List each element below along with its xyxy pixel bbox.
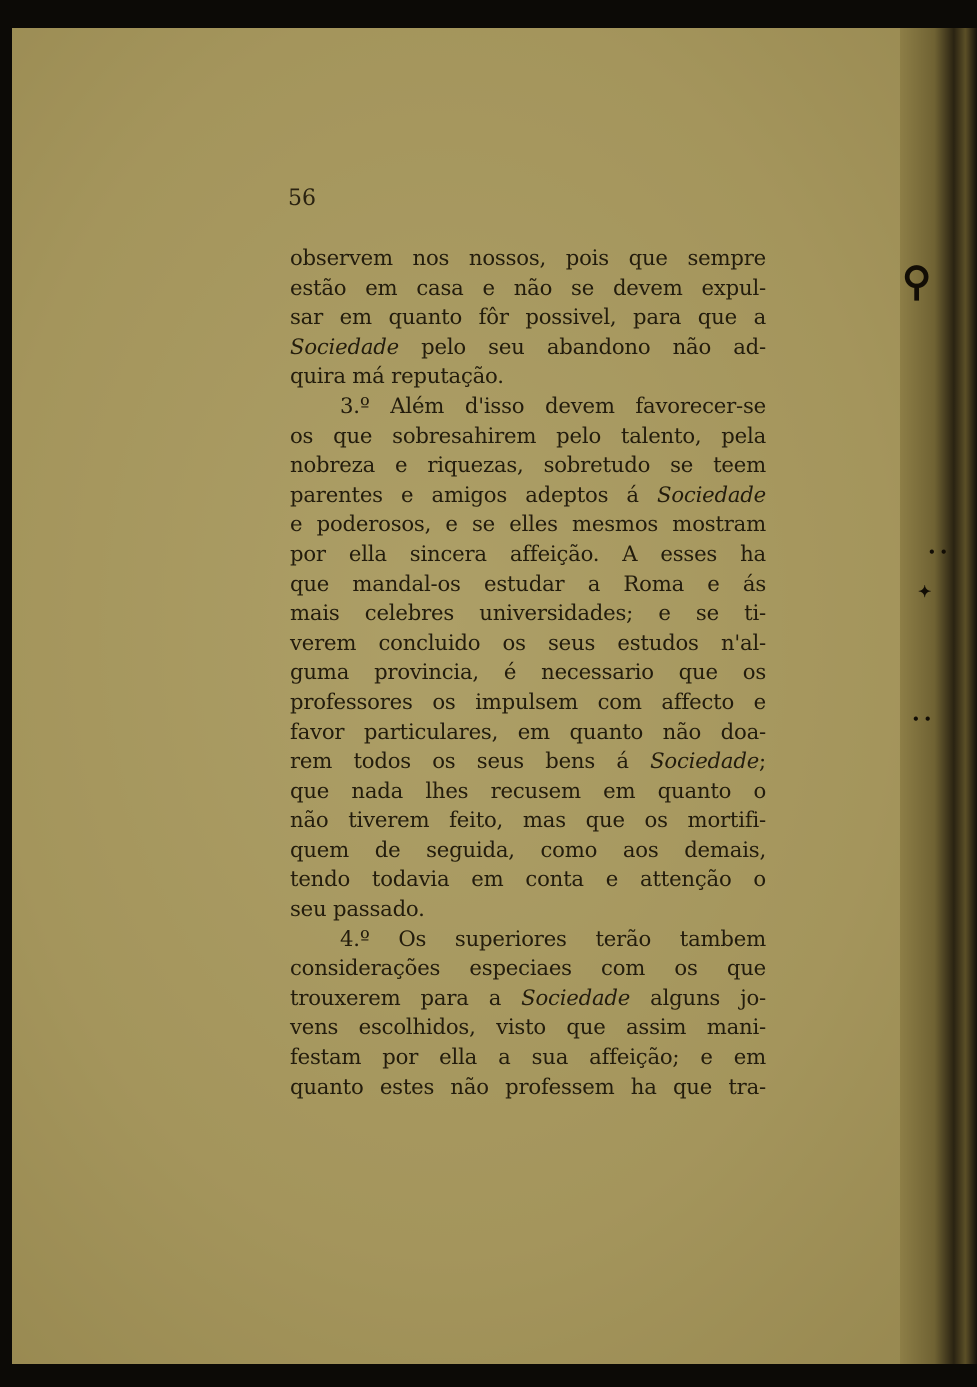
text-line bbox=[290, 1072, 766, 1102]
text-segment: os que sobresahirem pelo talento, pela bbox=[290, 422, 766, 448]
text-line bbox=[290, 953, 766, 983]
text-line bbox=[290, 924, 766, 954]
text-line bbox=[290, 421, 766, 451]
text-segment: parentes e amigos adeptos á bbox=[290, 481, 658, 507]
text-line bbox=[290, 391, 766, 421]
text-line bbox=[290, 569, 766, 599]
text-line bbox=[290, 864, 766, 894]
text-line bbox=[290, 746, 766, 776]
text-segment: seu passado. bbox=[290, 896, 425, 922]
text-segment: nobreza e riquezas, sobretudo se teem bbox=[290, 452, 766, 478]
text-segment: quem de seguida, como aos demais, bbox=[290, 836, 766, 862]
binding-ornament: • • bbox=[928, 545, 948, 559]
text-line bbox=[290, 1042, 766, 1072]
text-segment: quira má reputação. bbox=[290, 363, 504, 389]
text-segment: professores os impulsem com affecto e bbox=[290, 688, 766, 714]
text-line bbox=[290, 687, 766, 717]
text-line bbox=[290, 480, 766, 510]
text-line bbox=[290, 332, 766, 362]
text-segment: não tiverem feito, mas que os mortifi- bbox=[290, 807, 766, 833]
italic-text: Sociedade bbox=[521, 984, 631, 1010]
text-line bbox=[290, 894, 766, 924]
italic-text: Sociedade bbox=[657, 481, 766, 507]
text-line bbox=[290, 628, 766, 658]
text-line bbox=[290, 776, 766, 806]
text-segment: que mandal-os estudar a Roma e ás bbox=[290, 570, 766, 596]
text-segment: que nada lhes recusem em quanto o bbox=[290, 777, 766, 803]
book-binding-edge bbox=[900, 28, 977, 1364]
text-segment: tendo todavia em conta e attenção o bbox=[290, 866, 766, 892]
text-line bbox=[290, 805, 766, 835]
text-segment: e poderosos, e se elles mesmos mostram bbox=[290, 511, 766, 537]
text-line bbox=[290, 717, 766, 747]
italic-text: Sociedade bbox=[650, 748, 760, 774]
text-segment: favor particulares, em quanto não doa- bbox=[290, 718, 766, 744]
text-line bbox=[290, 243, 766, 273]
text-segment: quanto estes não professem ha que tra- bbox=[290, 1073, 766, 1099]
text-line bbox=[290, 302, 766, 332]
text-segment: 3.º Além d'isso devem favorecer-se bbox=[340, 392, 766, 418]
text-segment: sar em quanto fôr possivel, para que a bbox=[290, 304, 766, 330]
text-line bbox=[290, 598, 766, 628]
binding-ornament: • • bbox=[912, 712, 932, 726]
text-segment: pelo seu abandono não ad- bbox=[398, 333, 766, 359]
text-line bbox=[290, 509, 766, 539]
text-line bbox=[290, 539, 766, 569]
text-segment: guma provincia, é necessario que os bbox=[290, 659, 766, 685]
binding-ornament: ⚲ bbox=[902, 258, 932, 305]
body-text bbox=[290, 243, 766, 1101]
text-segment: 4.º Os superiores terão tambem bbox=[340, 925, 766, 951]
italic-text: Sociedade bbox=[290, 333, 399, 359]
page-number: 56 bbox=[288, 186, 316, 211]
text-line bbox=[290, 450, 766, 480]
text-line bbox=[290, 361, 766, 391]
text-segment: considerações especiaes com os que bbox=[290, 955, 766, 981]
text-segment: mais celebres universidades; e se ti- bbox=[290, 600, 766, 626]
text-line bbox=[290, 273, 766, 303]
text-segment: festam por ella a sua affeição; e em bbox=[290, 1044, 766, 1070]
text-segment: estão em casa e não se devem expul- bbox=[290, 274, 766, 300]
text-segment: ; bbox=[759, 748, 766, 774]
text-segment: vens escolhidos, visto que assim mani- bbox=[290, 1014, 766, 1040]
text-line bbox=[290, 1012, 766, 1042]
text-segment: verem concluido os seus estudos n'al- bbox=[290, 629, 766, 655]
text-segment: observem nos nossos, pois que sempre bbox=[290, 245, 766, 270]
text-line bbox=[290, 835, 766, 865]
text-line bbox=[290, 983, 766, 1013]
binding-ornament: ✦ bbox=[918, 582, 932, 601]
text-segment: por ella sincera affeição. A esses ha bbox=[290, 540, 766, 566]
text-segment: rem todos os seus bens á bbox=[290, 748, 651, 774]
text-segment: trouxerem para a bbox=[290, 984, 522, 1010]
text-line bbox=[290, 657, 766, 687]
text-segment: alguns jo- bbox=[630, 984, 767, 1010]
